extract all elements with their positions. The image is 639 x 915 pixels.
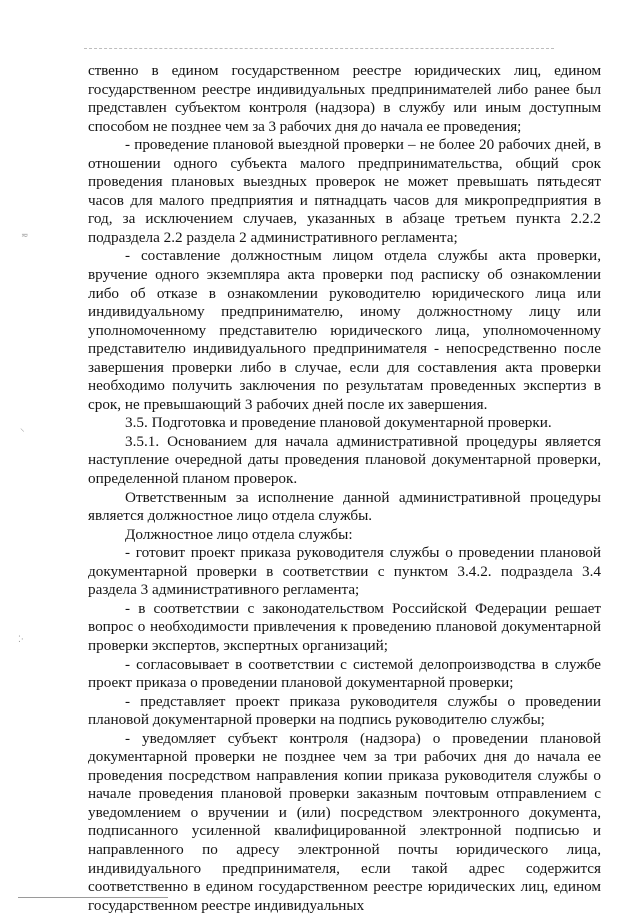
scan-margin-mark: ≂ xyxy=(21,231,29,241)
list-item-experts: - в соответствии с законодательством Российской Федерации решает вопрос о необходимости привлечения к проведению плановой документарной проверки экспертов, экспертных организаций; xyxy=(88,599,601,654)
paragraph-responsible-person: Ответственным за исполнение данной административной процедуры является должностное лицо отдела службы. xyxy=(88,488,601,525)
paragraph-continuation: ственно в едином государственном реестре юридических лиц, едином государственном реестре индивидуальных предпринимателей либо ранее был представлен субъектом контроля (надзора) в службу или иным доступным способом не позднее чем за 3 рабочих дня до начала ее проведения; xyxy=(88,62,601,135)
section-heading-3-5: 3.5. Подготовка и проведение плановой документарной проверки. xyxy=(125,414,552,432)
list-item-approve-draft: - согласовывает в соответствии с системой делопроизводства в службе проект приказа о проведении плановой документарной проверки; xyxy=(88,655,601,692)
scan-margin-mark: ⸜ xyxy=(20,424,25,434)
scan-margin-mark: ⁚· xyxy=(18,635,24,645)
list-item-submit-for-signature: - представляет проект приказа руководителя службы о проведении плановой документарной проверки на подпись руководителю службы; xyxy=(88,692,601,729)
list-item-notify-subject: - уведомляет субъект контроля (надзора) о проведении плановой документарной проверки не позднее чем за три рабочих дня до начала ее проведения посредством направления копии приказа руководителя службы о начале проведения плановой проверки заказным почтовым отправлением с уведомлением о вручении и (или) посредством электронного документа, подписанного усиленной квалифицированной электронной подписью и направленного по адресу электронной почты юридического лица, индивидуального предпринимателя, если такой адрес содержится соответственно в едином государственном реестре юридических лиц, едином государственном реестре индивидуальных xyxy=(88,729,601,914)
list-item-prepare-order: - готовит проект приказа руководителя службы о проведении плановой документарной проверки в соответствии с пунктом 3.4.2. подраздела 3.4 раздела 3 административного регламента; xyxy=(88,544,601,599)
paragraph-3-5-1: 3.5.1. Основанием для начала административной процедуры является наступление очередной даты проведения плановой документарной проверки, определенной планом проверок. xyxy=(88,432,601,488)
scan-top-rule xyxy=(84,48,554,49)
paragraph-field-inspection-term: - проведение плановой выездной проверки – не более 20 рабочих дней, в отношении одного субъекта малого предпринимательства, общий срок проведения плановых выездных проверок не может превышать пятьдесят часов для малого предприятия и пятнадцать часов для микропредприятия в год, за исключением случаев, указанных в абзаце третьем пункта 2.2.2 подраздела 2.2 раздела 2 административного регламента; xyxy=(88,136,601,246)
paragraph-inspection-act: - составление должностным лицом отдела службы акта проверки, вручение одного экземпляра акта проверки под расписку об ознакомлении либо об отказе в ознакомлении руководителю юридического лица или индивидуальному предпринимателю, иному должностному лицу или уполномоченному представителю юридического лица, уполномоченному представителю индивидуального предпринимателя - непосредственно после завершения проверки либо в случае, если для составления акта проверки необходимо получить заключения по результатам проведенных экспертиз в срок, не превышающий 3 рабочих дней после их завершения. xyxy=(88,247,601,413)
paragraph-official-duties-intro: Должностное лицо отдела службы: xyxy=(125,525,353,543)
document-body xyxy=(88,62,601,915)
scan-bottom-rule xyxy=(18,897,168,898)
